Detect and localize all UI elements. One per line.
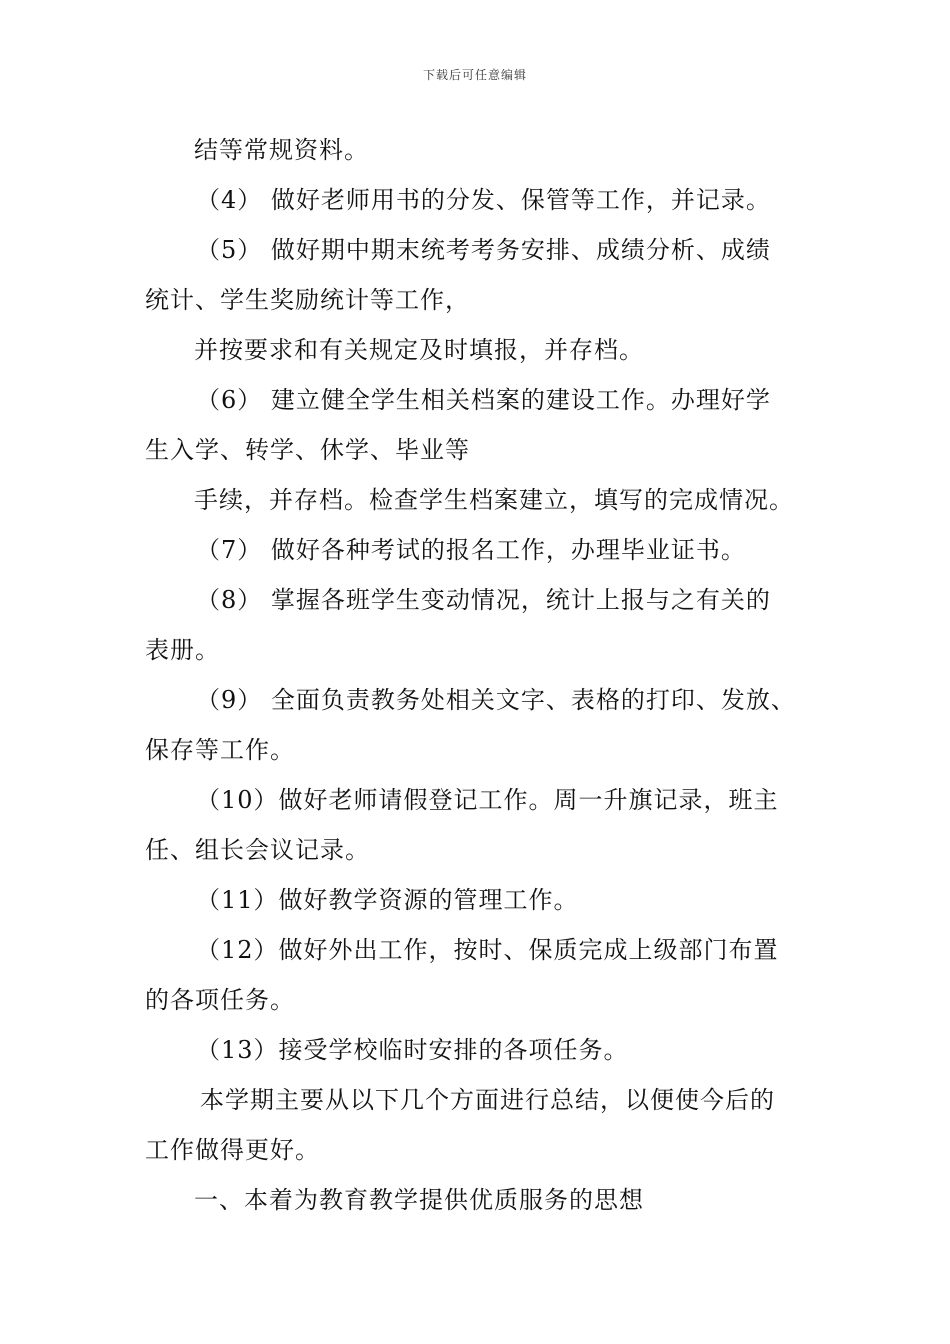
text-line: 保存等工作。 — [145, 736, 295, 764]
text-line: 本学期主要从以下几个方面进行总结，以便使今后的 — [200, 1086, 775, 1114]
text-line: 生入学、转学、休学、毕业等 — [145, 436, 470, 464]
text-line: 任、组长会议记录。 — [145, 836, 370, 864]
text-line: 结等常规资料。 — [194, 136, 369, 164]
text-line: （4） 做好老师用书的分发、保管等工作，并记录。 — [196, 186, 771, 214]
text-line: （5） 做好期中期末统考考务安排、成绩分析、成绩 — [196, 236, 771, 264]
section-heading: 一、本着为教育教学提供优质服务的思想 — [194, 1186, 644, 1214]
text-line: 表册。 — [145, 636, 220, 664]
text-line: 并按要求和有关规定及时填报，并存档。 — [194, 336, 644, 364]
text-line: （6） 建立健全学生相关档案的建设工作。办理好学 — [196, 386, 771, 414]
text-line: 手续，并存档。检查学生档案建立，填写的完成情况。 — [194, 486, 794, 514]
text-line: （7） 做好各种考试的报名工作，办理毕业证书。 — [196, 536, 746, 564]
text-line: 工作做得更好。 — [145, 1136, 320, 1164]
text-line: 的各项任务。 — [145, 986, 295, 1014]
text-line: （13）接受学校临时安排的各项任务。 — [196, 1036, 629, 1064]
text-line: 统计、学生奖励统计等工作， — [145, 286, 470, 314]
text-line: （9） 全面负责教务处相关文字、表格的打印、发放、 — [196, 686, 796, 714]
text-line: （12）做好外出工作，按时、保质完成上级部门布置 — [196, 936, 779, 964]
text-line: （10）做好老师请假登记工作。周一升旗记录，班主 — [196, 786, 779, 814]
text-line: （11）做好教学资源的管理工作。 — [196, 886, 579, 914]
page-header-note: 下载后可任意编辑 — [422, 68, 527, 82]
text-line: （8） 掌握各班学生变动情况，统计上报与之有关的 — [196, 586, 771, 614]
